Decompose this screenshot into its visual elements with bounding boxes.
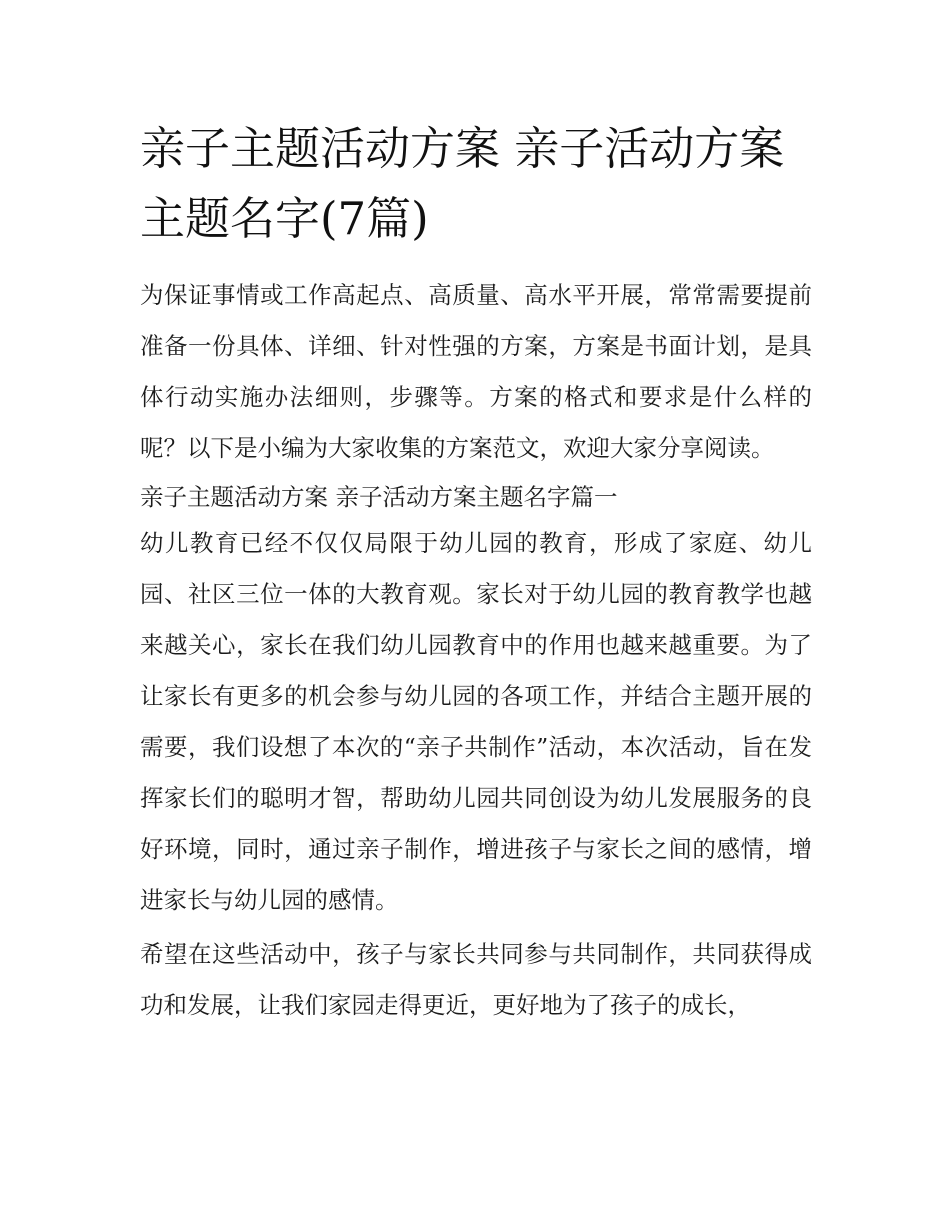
intro-paragraph: 为保证事情或工作高起点、高质量、高水平开展，常常需要提前准备一份具体、详细、针对性强的方案，方案是书面计划，是具体行动实施办法细则，步骤等。方案的格式和要求是什么样的呢？以下是小编为大家收集的方案范文，欢迎大家分享阅读。	[140, 281, 812, 462]
body-paragraph: 幼儿教育已经不仅仅局限于幼儿园的教育，形成了家庭、幼儿园、社区三位一体的大教育观。家长对于幼儿园的教育教学也越来越关心，家长在我们幼儿园教育中的作用也越来越重要。为了让家长有更多的机会参与幼儿园的各项工作，并结合主题开展的需要，我们设想了本次的“亲子共制作”活动，本次活动，旨在发挥家长们的聪明才智，帮助幼儿园共同创设为幼儿发展服务的良好环境，同时，通过亲子制作，增进孩子与家长之间的感情，增进家长与幼儿园的感情。	[140, 529, 812, 914]
section-heading: 亲子主题活动方案 亲子活动方案主题名字篇一	[140, 483, 618, 511]
document-body	[140, 114, 812, 1031]
document-title: 亲子主题活动方案 亲子活动方案主题名字(7篇)	[140, 122, 785, 245]
body-paragraph: 希望在这些活动中，孩子与家长共同参与共同制作，共同获得成功和发展，让我们家园走得更近，更好地为了孩子的成长，	[140, 940, 812, 1019]
